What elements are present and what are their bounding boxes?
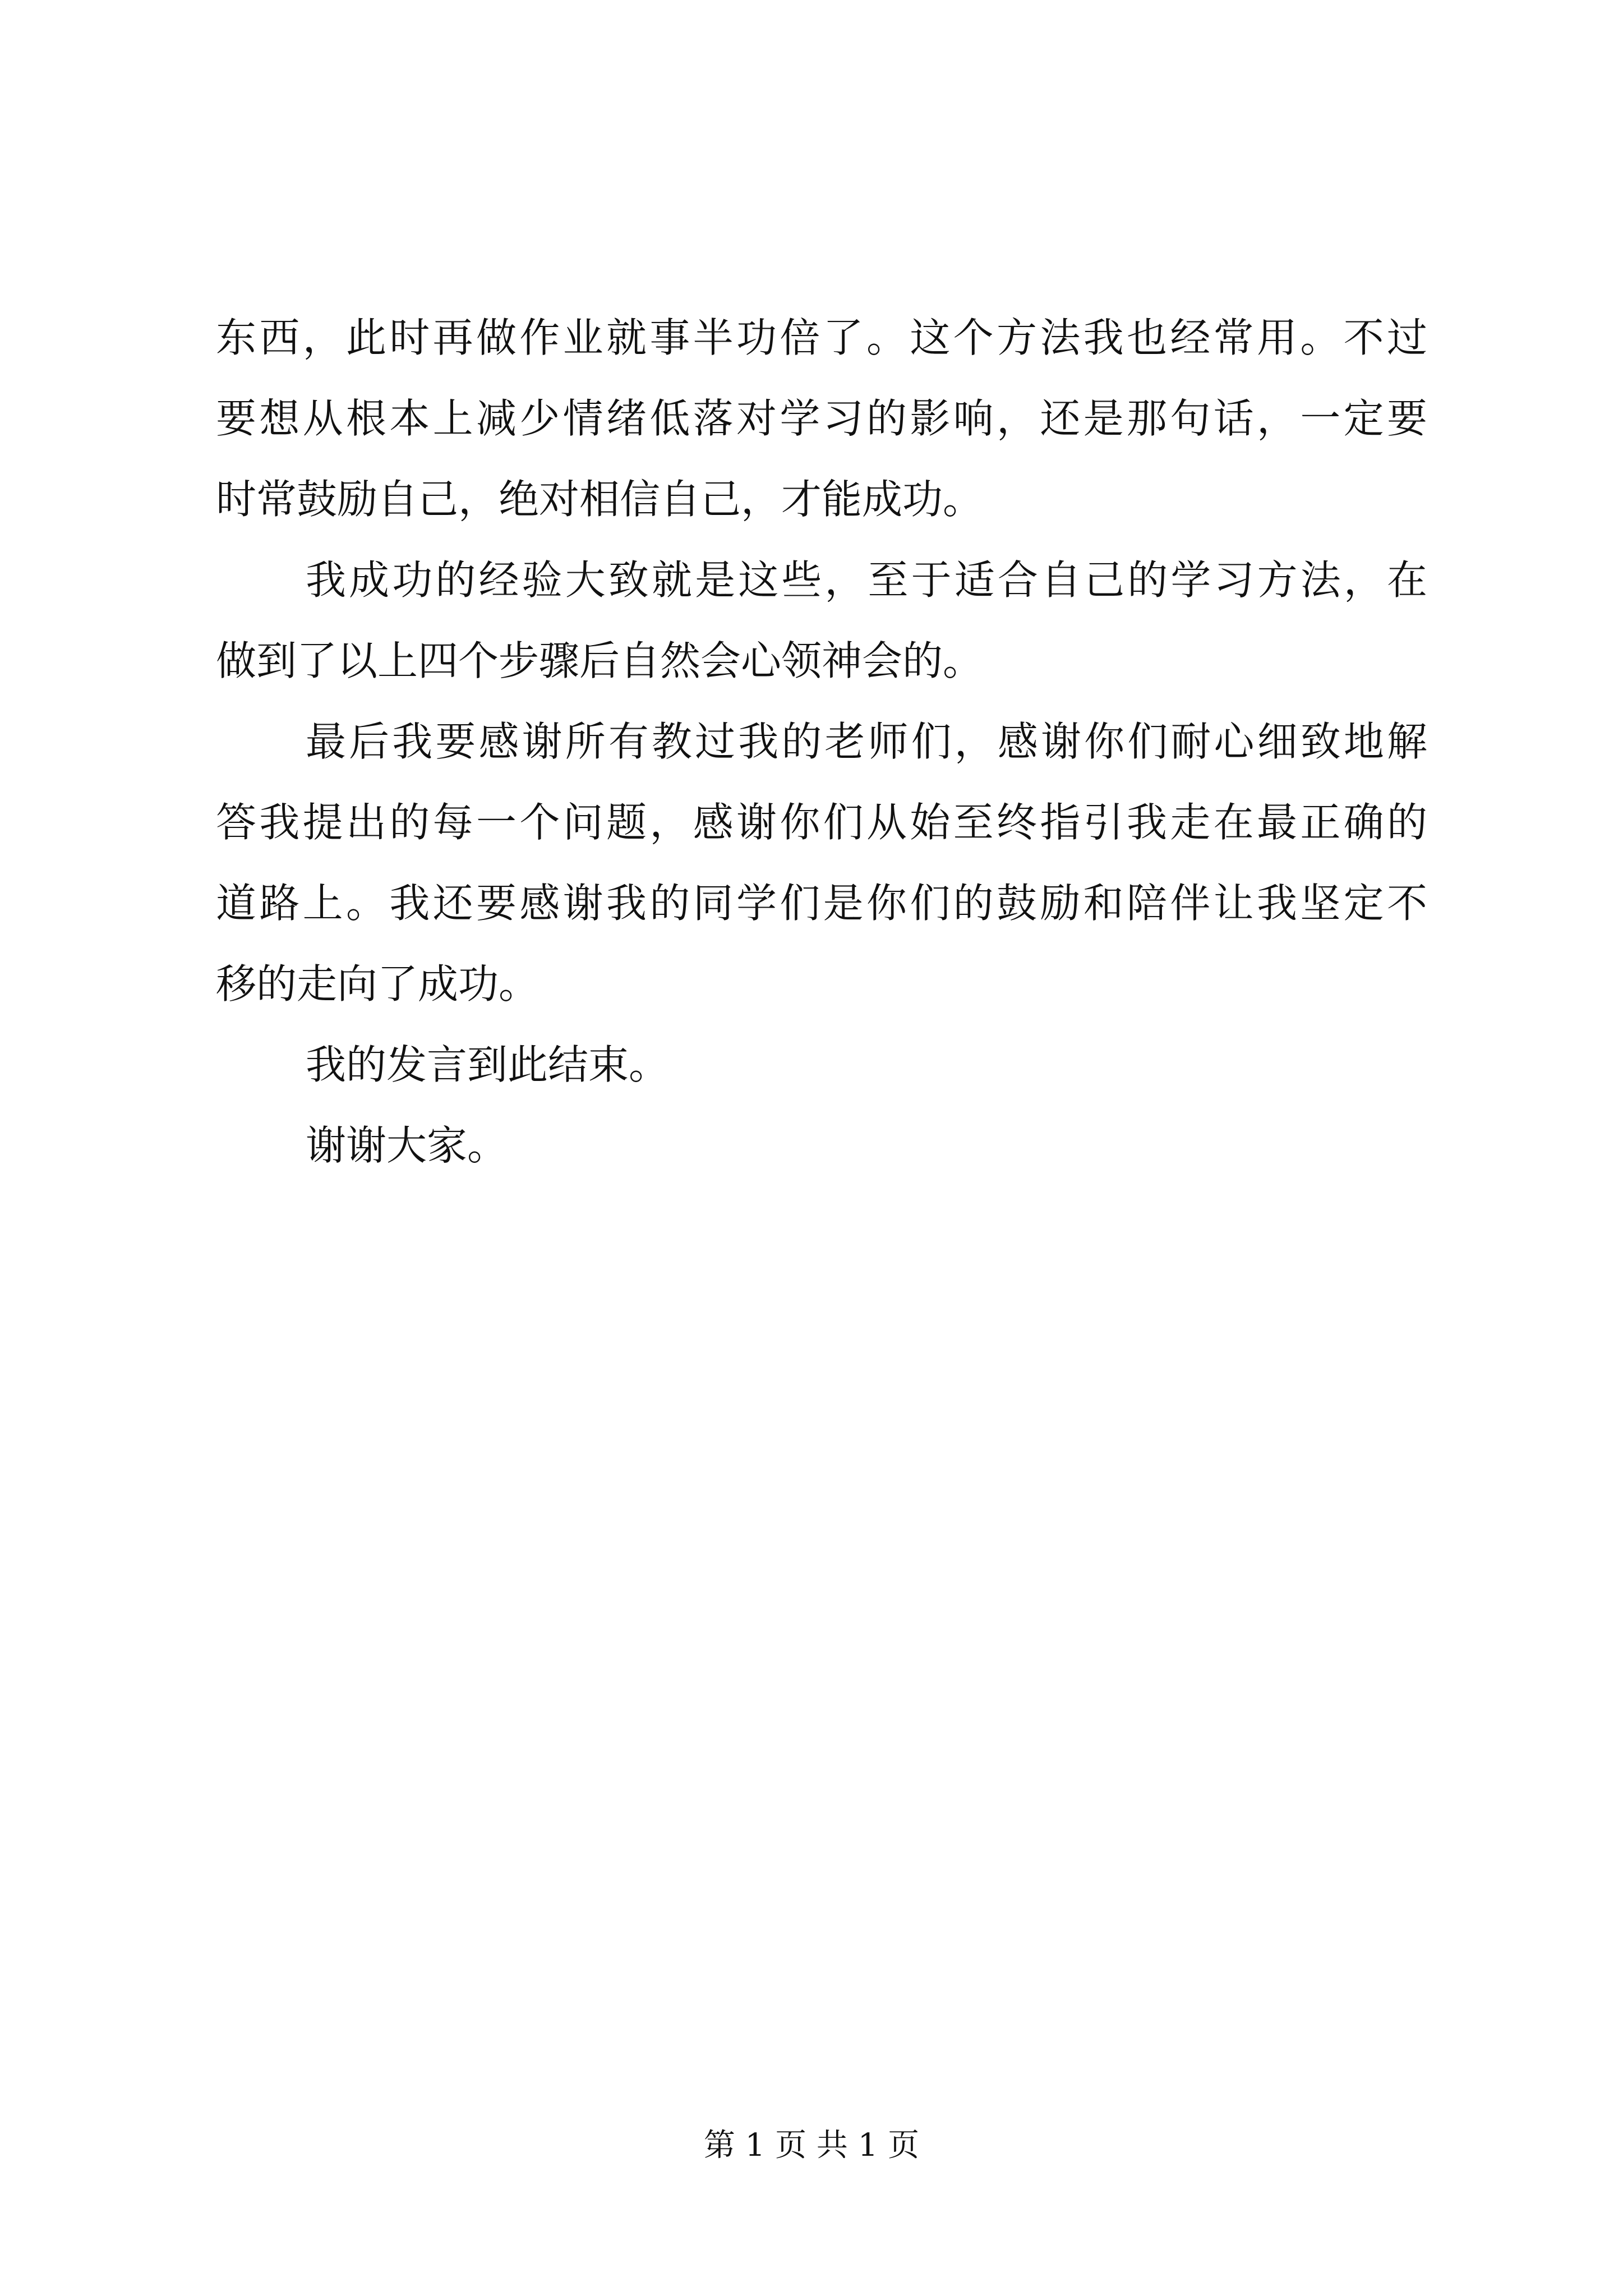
paragraph-line: 移的走向了成功。	[216, 960, 540, 1007]
paragraph-line: 做到了以上四个步骤后自然会心领神会的。	[216, 637, 984, 684]
paragraph-line: 时常鼓励自己，绝对相信自己，才能成功。	[216, 476, 984, 523]
paragraph-line: 我成功的经验大致就是这些，至于适合自己的学习方法，在	[306, 556, 1427, 604]
document-body	[216, 297, 1427, 1186]
paragraph-line: 道路上。我还要感谢我的同学们是你们的鼓励和陪伴让我坚定不	[216, 880, 1427, 927]
paragraph-line: 最后我要感谢所有教过我的老师们，感谢你们耐心细致地解	[306, 718, 1427, 765]
paragraph-line: 我的发言到此结束。	[306, 1041, 670, 1088]
paragraph-line: 要想从根本上减少情绪低落对学习的影响，还是那句话，一定要	[216, 395, 1427, 442]
page-footer: 第 1 页 共 1 页	[703, 2127, 920, 2164]
paragraph-line: 答我提出的每一个问题，感谢你们从始至终指引我走在最正确的	[216, 799, 1427, 846]
paragraph-line: 谢谢大家。	[306, 1122, 508, 1169]
paragraph-line: 东西，此时再做作业就事半功倍了。这个方法我也经常用。不过	[216, 314, 1427, 361]
